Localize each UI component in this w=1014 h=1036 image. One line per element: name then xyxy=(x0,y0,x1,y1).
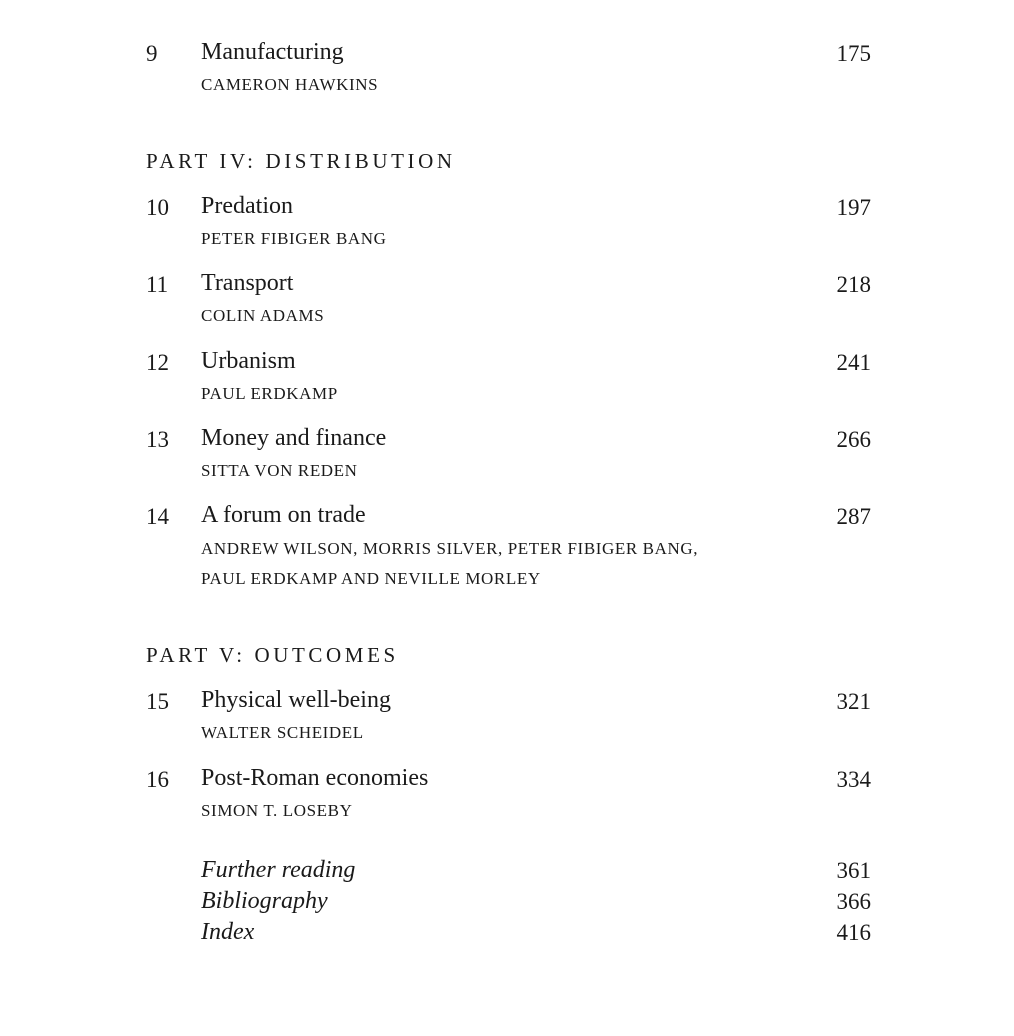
chapter-page-number: 334 xyxy=(836,767,871,792)
chapter-page-number: 175 xyxy=(836,41,871,66)
part-heading-distribution: PART IV: DISTRIBUTION xyxy=(146,149,456,173)
chapter-author: SIMON T. LOSEBY xyxy=(201,801,353,820)
chapter-author: COLIN ADAMS xyxy=(201,306,325,325)
chapter-page-number: 241 xyxy=(836,350,871,375)
back-matter-page-number: 366 xyxy=(836,889,871,914)
chapter-author: WALTER SCHEIDEL xyxy=(201,723,364,742)
chapter-author: PAUL ERDKAMP AND NEVILLE MORLEY xyxy=(201,569,541,588)
chapter-number: 16 xyxy=(146,767,169,792)
chapter-page-number: 197 xyxy=(836,195,871,220)
back-matter-page-number: 416 xyxy=(836,920,871,945)
back-matter-title: Bibliography xyxy=(201,888,328,914)
chapter-author: SITTA VON REDEN xyxy=(201,461,358,480)
chapter-number: 11 xyxy=(146,272,169,297)
chapter-title: A forum on trade xyxy=(201,502,366,528)
toc-entry-bibliography xyxy=(0,887,1014,918)
chapter-title: Predation xyxy=(201,193,293,219)
chapter-number: 10 xyxy=(146,195,169,220)
chapter-number: 14 xyxy=(146,504,169,529)
chapter-title: Physical well-being xyxy=(201,687,391,713)
part-heading-outcomes: PART V: OUTCOMES xyxy=(146,643,399,667)
chapter-page-number: 266 xyxy=(836,427,871,452)
chapter-author: PETER FIBIGER BANG xyxy=(201,229,387,248)
chapter-page-number: 321 xyxy=(836,689,871,714)
chapter-page-number: 287 xyxy=(836,504,871,529)
chapter-author: CAMERON HAWKINS xyxy=(201,75,379,94)
chapter-title: Urbanism xyxy=(201,348,296,374)
chapter-author: ANDREW WILSON, MORRIS SILVER, PETER FIBIGER BANG, xyxy=(201,539,699,558)
back-matter-page-number: 361 xyxy=(836,858,871,883)
chapter-author: PAUL ERDKAMP xyxy=(201,384,338,403)
chapter-number: 9 xyxy=(146,41,158,66)
chapter-title: Post-Roman economies xyxy=(201,765,429,791)
chapter-title: Manufacturing xyxy=(201,39,344,65)
toc-entry-further-reading xyxy=(0,856,1014,887)
chapter-number: 12 xyxy=(146,350,169,375)
chapter-number: 15 xyxy=(146,689,169,714)
toc-entry-index xyxy=(0,918,1014,949)
chapter-number: 13 xyxy=(146,427,169,452)
chapter-title: Money and finance xyxy=(201,425,387,451)
back-matter-title: Index xyxy=(201,919,255,945)
back-matter-title: Further reading xyxy=(201,857,356,883)
chapter-page-number: 218 xyxy=(836,272,871,297)
chapter-title: Transport xyxy=(201,270,294,296)
